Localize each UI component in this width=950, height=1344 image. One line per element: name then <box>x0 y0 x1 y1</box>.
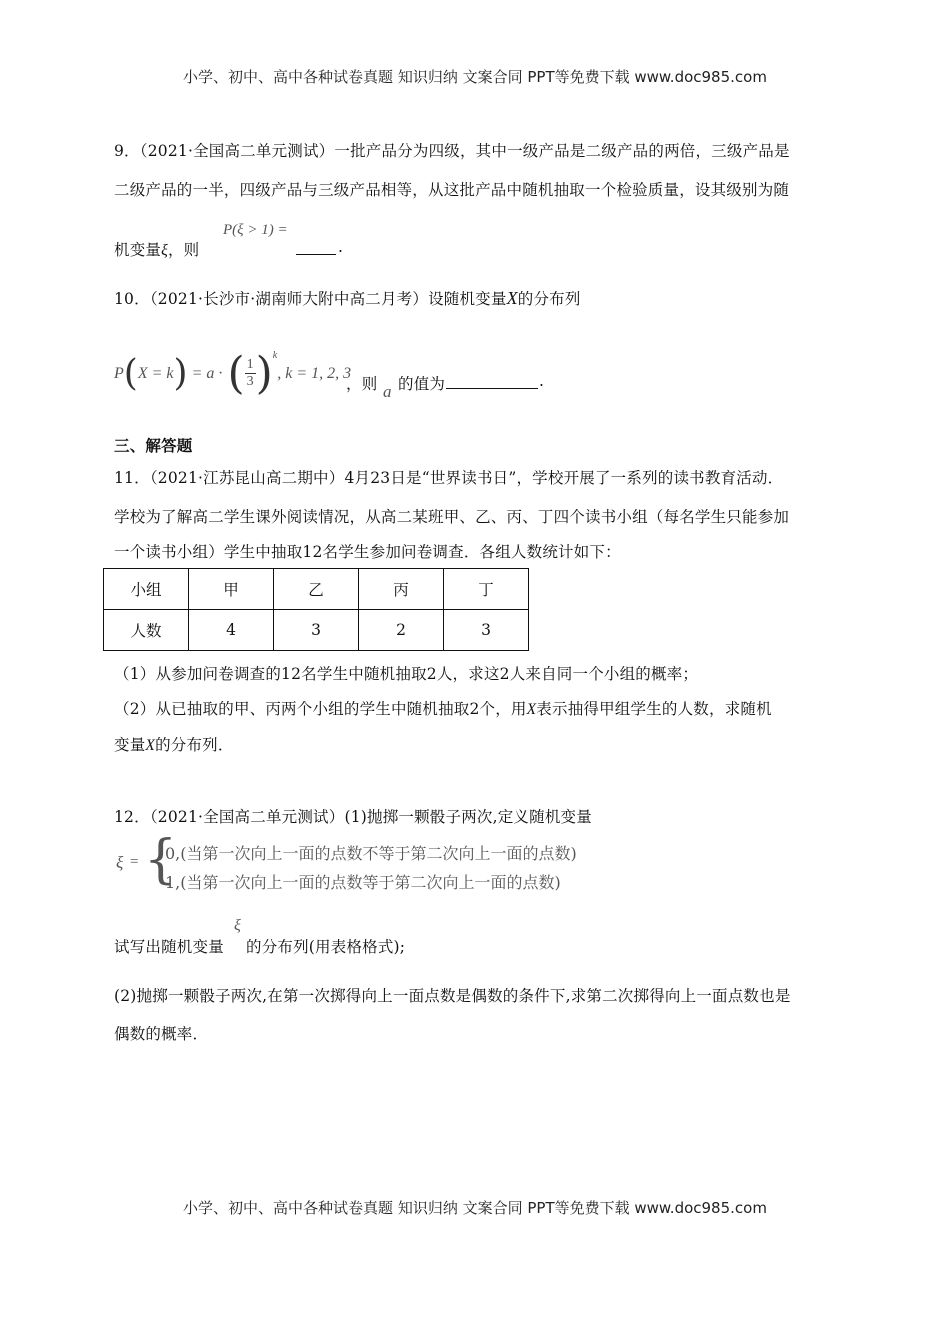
q10-f-x: X <box>137 365 148 382</box>
q12-line1: 12．（2021·全国高二单元测试）(1)抛掷一颗骰子两次,定义随机变量 <box>114 808 592 826</box>
q11-sub2 <box>114 697 772 719</box>
q9-line1: 9．（2021·全国高二单元测试）一批产品分为四级，其中一级产品是二级产品的两倍，三级产品是 <box>114 142 790 160</box>
q11-sub1: （1）从参加问卷调查的12名学生中随机抽取2人，求这2人来自同一个小组的概率； <box>114 665 699 683</box>
q10-f-eq: = k <box>147 365 174 382</box>
q10-lparen: ( <box>123 353 138 394</box>
q10-line1 <box>114 287 581 309</box>
q11-sub2-var: X <box>526 701 537 718</box>
q11-sub2-line2-var: X <box>145 737 156 754</box>
q10-post: ，则 <box>346 375 378 393</box>
q10-f-p: P <box>114 365 124 382</box>
q9-end: . <box>338 238 344 256</box>
q10-answer-blank[interactable] <box>446 374 538 389</box>
q9-line2: 二级产品的一半，四级产品与三级产品相等，从这批产品中随机抽取一个检验质量，设其级别为随 <box>114 181 790 199</box>
section-title: 三、解答题 <box>114 436 193 455</box>
q10-big-lparen: ( <box>227 348 245 399</box>
q12-eq: = <box>130 854 139 870</box>
q10-post2: 的值为 <box>398 375 446 393</box>
table-cell: 丁 <box>444 569 529 610</box>
table-cell: 3 <box>274 610 359 651</box>
q10-a: a <box>383 382 392 401</box>
table-row <box>104 610 529 651</box>
q9-line3 <box>114 238 199 260</box>
q12-line3-post: 的分布列(用表格格式); <box>246 938 406 956</box>
q10-formula <box>114 348 351 399</box>
q9-line3-mid: ，则 <box>167 241 200 259</box>
q10-line1-post: 的分布列 <box>517 290 581 308</box>
table-cell: 甲 <box>189 569 274 610</box>
q11-sub2-pre: （2）从已抽取的甲、丙两个小组的学生中随机抽取2个，用 <box>114 700 527 718</box>
q11-line3: 一个读书小组）学生中抽取12名学生参加问卷调查．各组人数统计如下： <box>114 543 621 561</box>
q11-sub2-line2 <box>114 733 234 755</box>
q10-f-eq2: = a · <box>187 365 223 382</box>
table-cell: 人数 <box>104 610 189 651</box>
q12-xi: ξ <box>116 853 124 872</box>
q10-line1-pre: 10．（2021·长沙市·湖南师大附中高二月考）设随机变量 <box>114 290 507 308</box>
table-cell: 2 <box>359 610 444 651</box>
q12-line4: (2)抛掷一颗骰子两次,在第一次掷得向上一面点数是偶数的条件下,求第二次掷得向上一面点数也是 <box>114 987 791 1005</box>
q12-brace: { <box>144 830 178 890</box>
table-cell: 小组 <box>104 569 189 610</box>
q11-sub2-line2-post: 的分布列． <box>155 736 234 754</box>
page-footer: 小学、初中、高中各种试卷真题 知识归纳 文案合同 PPT等免费下载 www.doc985.com <box>183 1199 767 1217</box>
q11-line1: 11．（2021·江苏昆山高二期中）4月23日是“世界读书日”，学校开展了一系列的读书教育活动． <box>114 469 784 487</box>
q10-frac-den: 3 <box>246 374 254 389</box>
q12-case1: 0,(当第一次向上一面的点数不等于第二次向上一面的点数) <box>165 844 577 863</box>
q11-line2: 学校为了解高二学生课外阅读情况，从高二某班甲、乙、丙、丁四个读书小组（每名学生只能参加 <box>114 508 790 526</box>
q9-formula: P(ξ > 1) = <box>223 222 288 238</box>
q10-fraction <box>245 357 256 390</box>
table-header-row <box>104 569 529 610</box>
q10-f-tail: , k = 1, 2, 3 <box>277 365 352 382</box>
q10-exp: k <box>272 349 278 361</box>
q11-sub2-post: 表示抽得甲组学生的人数，求随机 <box>536 700 772 718</box>
table-cell: 3 <box>444 610 529 651</box>
q12-line3-xi: ξ <box>234 917 241 934</box>
q10-rparen: ) <box>173 353 188 394</box>
q12-line5: 偶数的概率． <box>114 1025 209 1043</box>
table-cell: 丙 <box>359 569 444 610</box>
q10-frac-num: 1 <box>246 357 254 372</box>
q10-var: X <box>506 288 518 308</box>
q11-sub2-line2-pre: 变量 <box>114 736 146 754</box>
q10-end: . <box>539 372 545 390</box>
table-cell: 4 <box>189 610 274 651</box>
group-count-table <box>103 568 529 651</box>
q9-xi: ξ <box>161 242 168 259</box>
q12-line3-pre: 试写出随机变量 <box>114 938 224 956</box>
q10-big-rparen: ) <box>255 348 273 399</box>
table-cell: 乙 <box>274 569 359 610</box>
page-header: 小学、初中、高中各种试卷真题 知识归纳 文案合同 PPT等免费下载 www.doc985.com <box>183 68 767 86</box>
q9-answer-blank[interactable] <box>296 240 336 255</box>
q12-case2: 1,(当第一次向上一面的点数等于第二次向上一面的点数) <box>165 873 561 892</box>
q9-line3-pre: 机变量 <box>114 241 162 259</box>
